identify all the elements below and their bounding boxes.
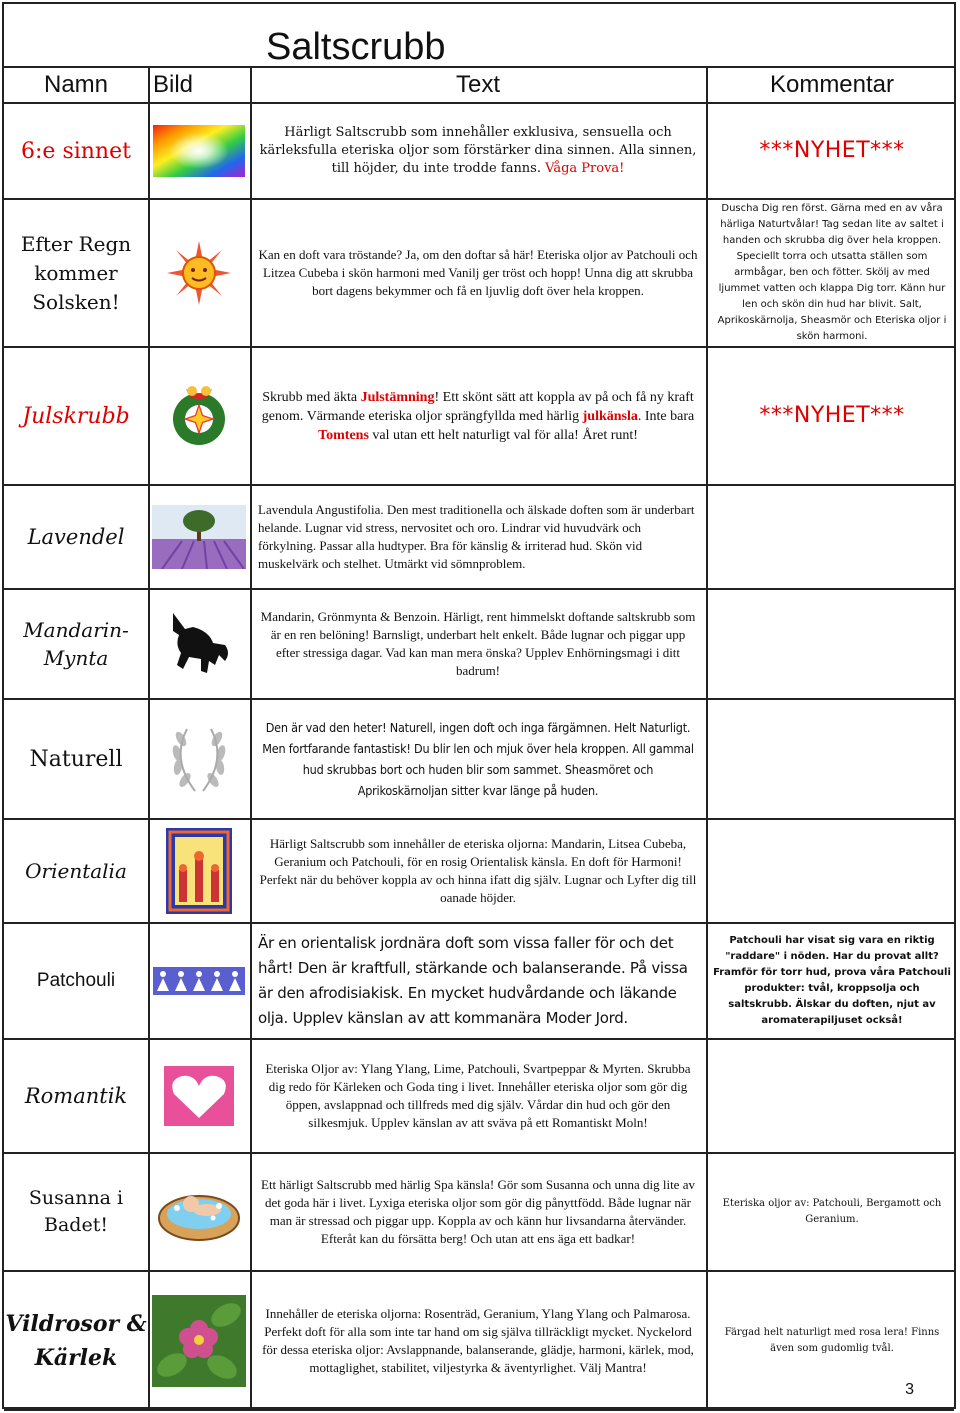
product-name: 6:e sinnet	[21, 138, 131, 164]
product-name: Patchouli	[36, 970, 116, 991]
product-description: Härligt Saltscrubb som innehåller de eteriska oljorna: Mandarin, Litsea Cubeba, Geranium och Patchouli, för en rosig Orientalisk känsla. En doft för Harmoni! Perfekt när du behöver koppla av och hinna ifatt dig själv. Lugnar och Lyfter dig till oanade höjder.	[259, 836, 697, 905]
sun-face-icon	[148, 200, 250, 346]
product-comment: Patchouli har visat sig vara en riktig "raddare" i nöden. Har du provat allt? Framför för torr hud, prova våra Patchouli produkter: tvål, kroppsolja och saltskrubb. Älskar du doften, njut av aromaterapiljuset också!	[713, 935, 951, 1026]
table-row	[4, 820, 954, 924]
laurel-wreath-icon	[148, 700, 250, 818]
product-comment	[706, 1040, 958, 1152]
julstamning-highlight: Julstämning	[360, 389, 435, 405]
description-highlight: Våga Prova!	[545, 161, 625, 176]
product-name: Susanna i Badet!	[28, 1187, 124, 1236]
description-main: Härligt Saltscrubb som innehåller exklusiva, sensuella och kärleksfulla eteriska oljor som förstärker dina sinnen. Alla sinnen, till höjder, du inte trodde fanns.	[259, 125, 697, 176]
goddess-figures-icon	[148, 924, 250, 1038]
product-name: Julskrubb	[22, 403, 130, 429]
heart-icon	[148, 1040, 250, 1152]
product-name: Naturell	[29, 746, 123, 772]
bathtub-icon	[148, 1154, 250, 1270]
product-description: Mandarin, Grönmynta & Benzoin. Härligt, rent himmelskt doftande saltskrubb som är en ren belöning! Barnsligt, underbart helt enkelt. Både lugnar och piggar upp efter stressiga dagar. Vad kan man mera önska? Upplev Enhörningsmagi i ditt badrum!	[260, 609, 696, 678]
header-text: Text	[455, 71, 500, 98]
rainbow-burst-icon	[148, 104, 250, 198]
table-row	[4, 924, 954, 1040]
julkansla-highlight: julkänsla	[582, 408, 638, 424]
table-row	[4, 486, 954, 590]
product-comment: Duscha Dig ren först. Gärna med en av våra härliga Naturtvålar! Tag sedan lite av saltet i handen och skrubba dig över hela kroppen. Speciellt torra och utsatta ställen som armbågar, ben och fötter. Skölj av med ljummet vatten och klappa Dig torr. Känn hur len och skön din hud har blivit. Salt, Aprikoskärnolja, Sheasmör och Eteriska oljor i skön harmoni.	[717, 203, 947, 342]
product-description: Är en orientalisk jordnära doft som vissa faller för och det hårt! Den är kraftfull, stärkande och balanserande. På vissa är den afrodisiakisk. En mycket hudvårdande och läkande olja. Upplev känslan av att kommanära Moder Jord.	[258, 934, 688, 1027]
product-comment	[706, 486, 958, 588]
product-description: Eteriska Oljor av: Ylang Ylang, Lime, Patchouli, Svartpeppar & Myrten. Skrubba dig redo för Kärleken och Goda ting i livet. Innehåller eteriska oljor som gör dig öppen, avslappnad och tillfreds med dig själv. Vårdar din hud och gör den silkesmjuk. Upplev känslan av att sväva på ett Romantiskt Moln!	[265, 1061, 691, 1130]
product-comment	[706, 820, 958, 922]
product-description	[250, 104, 706, 198]
product-comment: Eteriska oljor av: Patchouli, Bergamott och Geranium.	[722, 1198, 942, 1225]
page-title: Saltscrubb	[266, 26, 446, 68]
table-row	[4, 104, 954, 200]
wild-rose-icon	[148, 1272, 250, 1409]
product-comment: Färgad helt naturligt med rosa lera! Finns även som gudomlig tvål.	[724, 1326, 940, 1354]
product-name: Romantik	[24, 1084, 128, 1108]
new-badge: ***NYHET***	[759, 138, 905, 163]
table-row	[4, 200, 954, 348]
product-sheet	[2, 2, 956, 1409]
table-row	[4, 1272, 954, 1411]
tomtens-highlight: Tomtens	[318, 427, 369, 443]
table-header	[4, 66, 954, 104]
header-image: Bild	[152, 71, 194, 98]
page-number: 3	[905, 1381, 914, 1398]
table-row	[4, 590, 954, 700]
header-name: Namn	[43, 71, 109, 98]
product-comment	[706, 590, 958, 698]
product-name: Vildrosor & Kärlek	[5, 1310, 147, 1371]
header-comment: Kommentar	[769, 71, 895, 98]
product-description: Lavendula Angustifolia. Den mest traditionella och älskade doften som är underbart helande. Lugnar vid stress, nervositet och oro. Lindrar vid huvudvärk och förkylning. Passar alla hudtyper. Bra för känslig & irriterad hud. Skön vid muskelvärk och stelhet. Utmärkt vid sömnproblem.	[258, 502, 695, 571]
product-description: Skrubb med äkta Julstämning! Ett skönt sätt att koppla av på och få ny kraft genom. Värmande eteriska oljor sprängfyllda med härlig julkänsla. Inte bara Tomtens val utan ett helt naturligt val för alla! Året runt!	[261, 389, 695, 443]
table-row	[4, 348, 954, 486]
product-description: Innehåller de eteriska oljorna: Rosenträd, Geranium, Ylang Ylang och Palmarosa. Perfekt doft för alla som inte tar hand om sig själva tillräckligt mycket. Nyckelord för dessa eteriska oljor: Avslappnande, balanserande, glädje, harmoni, kärlek, mod, mottaglighet, stabilitet, viljestyrka & äventyrlighet. Välj Mantra!	[262, 1305, 694, 1375]
oriental-castle-icon	[148, 820, 250, 922]
unicorn-icon	[148, 590, 250, 698]
product-comment	[706, 700, 958, 818]
product-description: Den är vad den heter! Naturell, ingen doft och inga färgämnen. Helt Naturligt. Men fortfarande fantastisk! Du blir len och mjuk över hela kroppen. All gammal hud skrubbas bort och huden blir som sammet. Sheasmöret och Aprikoskärnoljan sitter kvar länge på huden.	[262, 720, 694, 798]
product-name: Mandarin-Mynta	[23, 618, 129, 670]
lavender-field-icon	[148, 486, 250, 588]
product-name: Efter Regn kommer Solsken!	[20, 231, 132, 314]
product-description: Kan en doft vara tröstande? Ja, om den doftar så här! Eteriska oljor av Patchouli och Litzea Cubeba i skön harmoni med Vanilj ger tröst och hopp! Unna dig att skrubba bort dagens bekymmer och få en ljuvlig doft över hela kroppen.	[258, 247, 698, 298]
table-row	[4, 1154, 954, 1272]
product-name: Lavendel	[27, 525, 125, 549]
table-row	[4, 700, 954, 820]
table-row	[4, 1040, 954, 1154]
product-description: Ett härligt Saltscrubb med härlig Spa känsla! Gör som Susanna och unna dig lite av det goda här i livet. Lyxiga eteriska oljor som gör dig pånyttfödd. Både lugnar när man är stressad och piggar upp. Koppla av och känn hur livsandarna återvänder. Efteråt kan du försätta berg! Och utan att ens äga ett badkar!	[261, 1177, 695, 1246]
new-badge: ***NYHET***	[759, 403, 905, 428]
christmas-wreath-icon	[148, 348, 250, 484]
product-name: Orientalia	[25, 859, 127, 883]
